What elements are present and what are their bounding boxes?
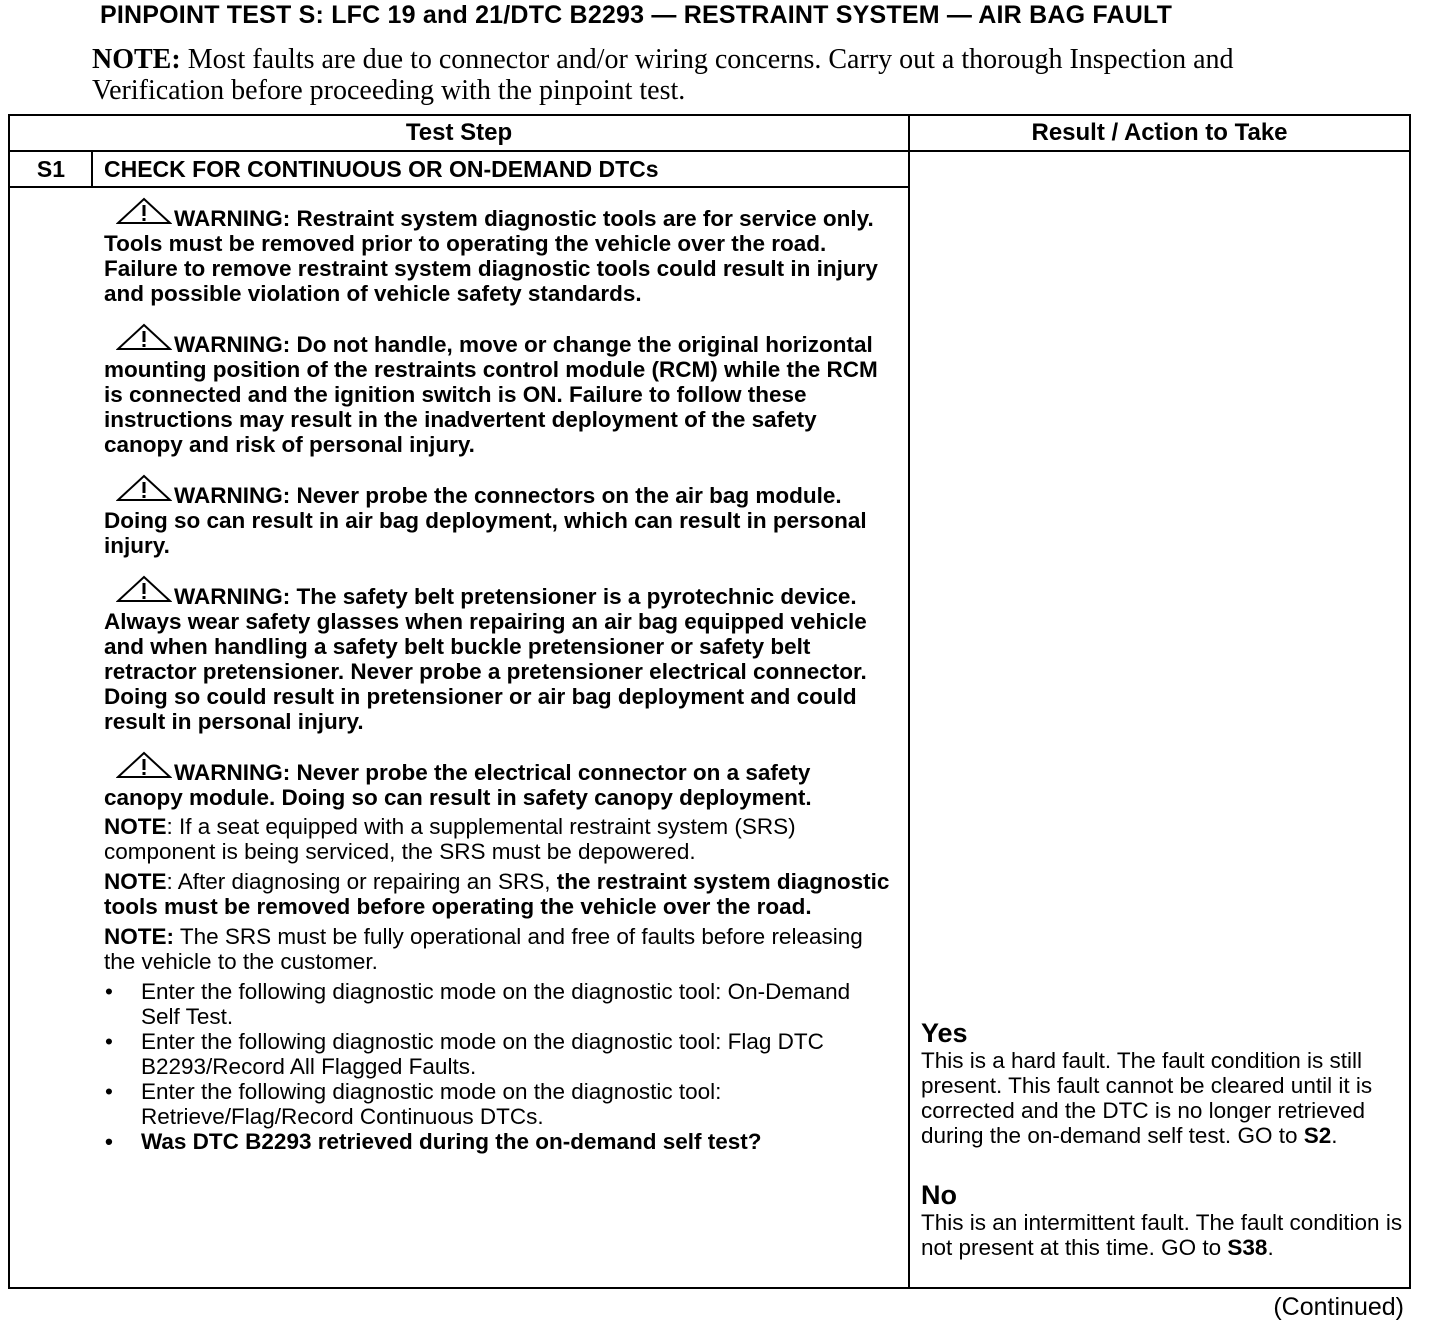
note-text: The SRS must be fully operational and free of faults before releasing the vehicle to the customer. xyxy=(104,924,863,974)
top-note-label: NOTE: xyxy=(92,44,181,75)
result-yes xyxy=(921,1018,1405,1148)
bullet-icon: • xyxy=(105,1079,113,1104)
header-result-action: Result / Action to Take xyxy=(1031,119,1288,146)
note-sep: : xyxy=(166,814,180,839)
result-yes-end: . xyxy=(1331,1123,1338,1148)
warning-text: WARNING: Never probe the connectors on the air bag module. Doing so can result in air bag deployment, which can result in personal injury. xyxy=(104,483,867,558)
table-border-middle xyxy=(908,114,910,1289)
question-item xyxy=(104,1129,894,1154)
note-label: NOTE: xyxy=(104,924,174,949)
table-border-left xyxy=(8,114,10,1289)
table-border-right xyxy=(1409,114,1411,1289)
note xyxy=(104,869,894,919)
top-note xyxy=(92,44,1292,106)
goto-link-s2[interactable]: S2 xyxy=(1303,1123,1332,1148)
warning-block xyxy=(104,331,894,457)
result-no xyxy=(921,1180,1405,1260)
note-label: NOTE xyxy=(104,869,167,894)
list-item xyxy=(104,1079,894,1129)
result-no-label: No xyxy=(921,1180,957,1210)
result-no-end: . xyxy=(1267,1235,1274,1260)
warning-triangle-icon xyxy=(104,205,174,227)
result-yes-body: This is a hard fault. The fault condition is still present. This fault cannot be cleared until it is corrected and the DTC is no longer retrieved during the on-demand self test. GO to xyxy=(921,1048,1373,1148)
warning-block xyxy=(104,583,894,734)
top-note-text: Most faults are due to connector and/or wiring concerns. Carry out a thorough Inspection and Verification before proceeding with the pinpoint test. xyxy=(92,44,1234,106)
step-body xyxy=(104,205,894,1154)
warning-text: WARNING: Do not handle, move or change the original horizontal mounting position of the restraints control module (RCM) while the RCM is connected and the ignition switch is ON. Failure to follow these instructions may result in the inadvertent deployment of the safety canopy and risk of personal injury. xyxy=(104,332,878,457)
bullet-icon: • xyxy=(105,1129,113,1154)
result-no-body: This is an intermittent fault. The fault condition is not present at this time. GO to xyxy=(921,1210,1403,1260)
result-yes-text xyxy=(921,1048,1405,1148)
warning-text: WARNING: Restraint system diagnostic tools are for service only. Tools must be removed prior to operating the vehicle over the road. Failure to remove restraint system diagnostic tools could result in injury and possible violation of vehicle safety standards. xyxy=(104,206,878,306)
result-no-text xyxy=(921,1210,1405,1260)
question-text: Was DTC B2293 retrieved during the on-demand self test? xyxy=(141,1129,762,1154)
header-test-step: Test Step xyxy=(405,119,513,146)
list-item-text: Enter the following diagnostic mode on the diagnostic tool: On-Demand Self Test. xyxy=(141,979,851,1029)
table-border-step-bottom xyxy=(8,186,910,188)
warning-triangle-icon xyxy=(104,759,174,781)
continued-label: (Continued) xyxy=(1273,1293,1404,1321)
bullet-icon: • xyxy=(105,979,113,1004)
step-id: S1 xyxy=(36,156,66,182)
note-sep: : xyxy=(166,869,178,894)
warning-text: WARNING: The safety belt pretensioner is a pyrotechnic device. Always wear safety glasses when repairing an air bag equipped vehicle and when handling a safety belt buckle pretensioner or safety belt retractor pretensioner. Never probe a pretensioner electrical connector. Doing so could result in pretensioner or air bag deployment and could result in personal injury. xyxy=(104,584,867,734)
warning-block xyxy=(104,759,894,810)
warning-block xyxy=(104,205,894,306)
note-label: NOTE xyxy=(104,814,167,839)
warning-triangle-icon xyxy=(104,331,174,353)
warning-block xyxy=(104,482,894,558)
goto-link-s38[interactable]: S38 xyxy=(1227,1235,1268,1260)
table-border-bottom xyxy=(8,1287,1411,1289)
list-item-text: Enter the following diagnostic mode on the diagnostic tool: Retrieve/Flag/Record Continuous DTCs. xyxy=(141,1079,722,1129)
note xyxy=(104,814,894,864)
note-text: If a seat equipped with a supplemental restraint system (SRS) component is being serviced, the SRS must be depowered. xyxy=(104,814,796,864)
warning-triangle-icon xyxy=(104,583,174,605)
list-item-text: Enter the following diagnostic mode on the diagnostic tool: Flag DTC B2293/Record All Flagged Faults. xyxy=(141,1029,824,1079)
note xyxy=(104,924,894,974)
list-item xyxy=(104,1029,894,1079)
result-yes-label: Yes xyxy=(921,1018,968,1048)
note-bold-text: the restraint system diagnostic tools must be removed before operating the vehicle over the road. xyxy=(104,869,890,919)
step-title: CHECK FOR CONTINUOUS OR ON-DEMAND DTCs xyxy=(104,156,659,182)
warning-text: WARNING: Never probe the electrical connector on a safety canopy module. Doing so can result in safety canopy deployment. xyxy=(104,760,812,810)
page-title: PINPOINT TEST S: LFC 19 and 21/DTC B2293 — RESTRAINT SYSTEM — AIR BAG FAULT xyxy=(100,1,1173,29)
bullet-icon: • xyxy=(105,1029,113,1054)
note-text: After diagnosing or repairing an SRS, xyxy=(177,869,557,894)
list-item xyxy=(104,979,894,1029)
warning-triangle-icon xyxy=(104,482,174,504)
